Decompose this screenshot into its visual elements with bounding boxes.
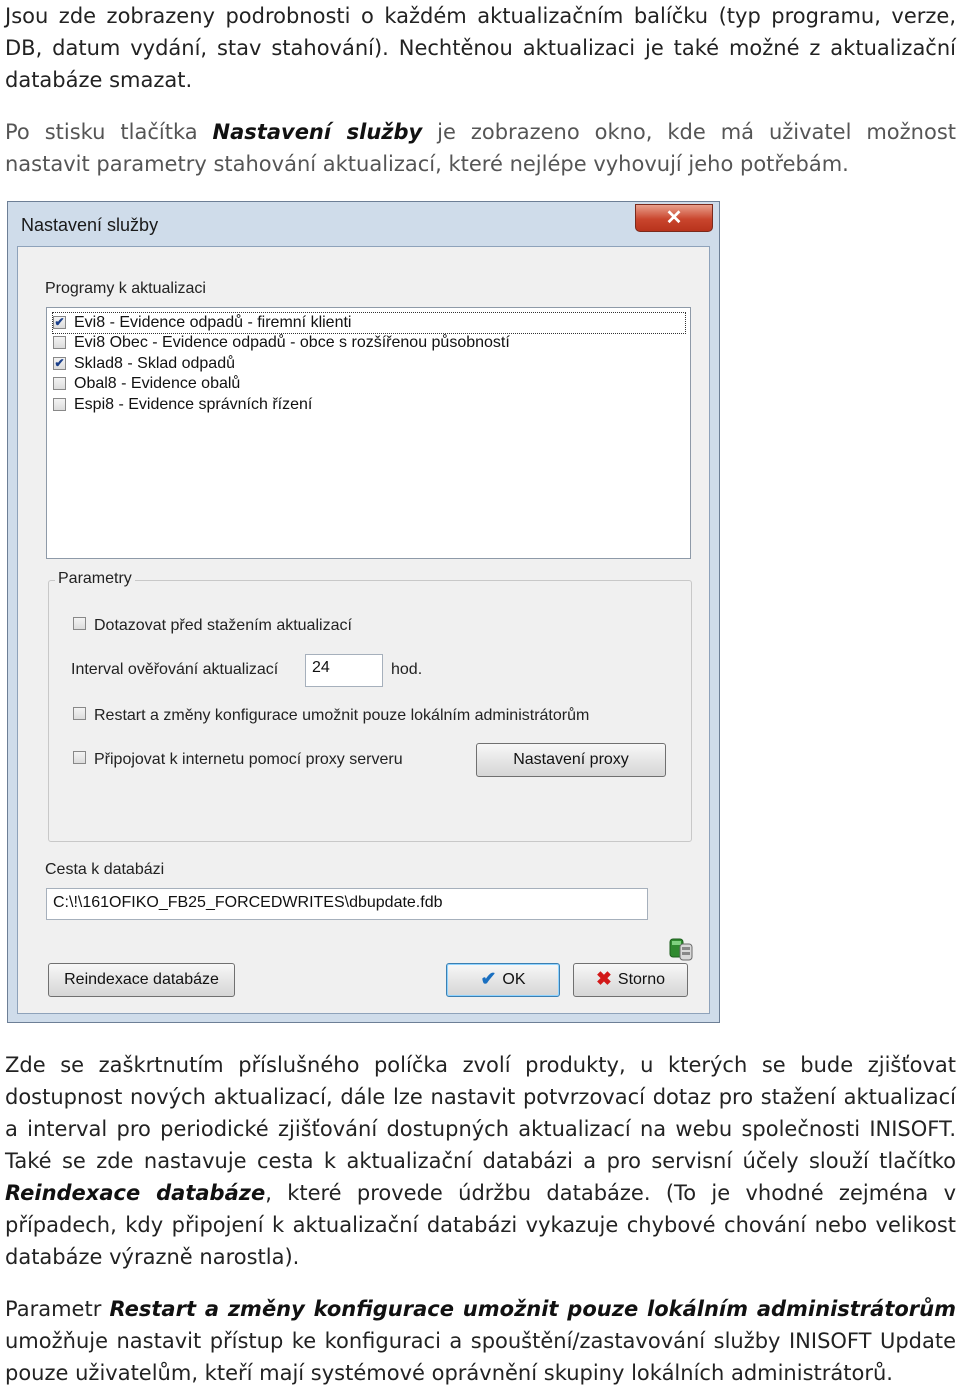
program-item-obal8[interactable] (53, 374, 685, 394)
intro-paragraph-2-start: Po stisku tlačítka (5, 120, 213, 144)
db-path-input[interactable]: C:\!\161OFIKO_FB25_FORCEDWRITES\dbupdate.fdb (46, 888, 648, 920)
programs-list[interactable] (46, 307, 691, 559)
program-checkbox-evi8-obec[interactable] (53, 336, 66, 349)
program-item-evi8[interactable] (53, 313, 685, 333)
ask-before-download-checkbox[interactable] (73, 617, 86, 630)
database-icon[interactable] (668, 935, 694, 961)
restrict-admin-checkbox[interactable] (73, 707, 86, 720)
intro-paragraph-2-end: je zobrazeno okno, kde má uživatel možnost nastavit parametry stahování aktualizací, které nejlépe vyhovují jeho potřebám. (5, 120, 956, 176)
use-proxy-label: Připojovat k internetu pomocí proxy serveru (94, 751, 403, 768)
use-proxy-checkbox[interactable] (73, 751, 86, 764)
program-label-evi8-obec: Evi8 Obec - Evidence odpadů - obce s rozšířenou působností (74, 334, 510, 351)
program-label-sklad8: Sklad8 - Sklad odpadů (74, 355, 235, 372)
cancel-label: Storno (617, 971, 666, 988)
program-label-espi8: Espi8 - Evidence správních řízení (74, 396, 313, 413)
description-start: Zde se zaškrtnutím příslušného políčka zvolí produkty, u kterých se bude zjišťovat dostupnost nových aktualizací, dále lze nastavit potvrzovací dotaz pro stažení aktualizací a interval pro periodické zjišťování dostupných aktualizací na webu společnosti INISOFT. Také se zde nastavuje cesta k aktualizační databázi a pro servisní účely slouží tlačítko (5, 1053, 956, 1173)
program-label-obal8: Obal8 - Evidence obalů (74, 375, 241, 392)
parameter-end: umožňuje nastavit přístup ke konfiguraci a spouštění/zastavování služby INISOFT Update pouze uživatelům, kteří mají systémové oprávnění skupiny lokálních administrátorů. (5, 1329, 956, 1385)
parameters-group (48, 570, 692, 842)
parameter-start: Parametr (5, 1297, 110, 1321)
program-checkbox-obal8[interactable] (53, 377, 66, 390)
use-proxy-option[interactable] (73, 751, 403, 769)
ok-button[interactable] (446, 963, 560, 997)
db-path-label: Cesta k databázi (45, 861, 165, 878)
restrict-admin-label: Restart a změny konfigurace umožnit pouze lokálním administrátorům (94, 707, 590, 724)
program-checkbox-sklad8[interactable]: ✔ (54, 356, 65, 370)
description-emphasis: Reindexace databáze (5, 1181, 266, 1205)
intro-paragraph-2-emphasis: Nastavení služby (212, 120, 423, 144)
program-label-evi8: Evi8 - Evidence odpadů - firemní klienti (74, 314, 352, 331)
proxy-settings-button[interactable]: Nastavení proxy (476, 743, 666, 777)
description-end: , které provede údržbu databáze. (To je vhodné zejména v případech, kdy připojení k aktualizační databázi vykazuje chybové chování nebo velikost databáze výrazně narostla). (5, 1181, 956, 1269)
parameter-emphasis: Restart a změny konfigurace umožnit pouze lokálním administrátorům (109, 1297, 956, 1321)
program-checkbox-evi8[interactable]: ✔ (54, 315, 65, 329)
dialog-title: Nastavení služby (21, 215, 159, 235)
program-item-evi8-obec[interactable] (53, 333, 685, 353)
cancel-x-icon: ✖ (595, 969, 612, 990)
parameter-paragraph (5, 1293, 956, 1389)
program-checkbox-espi8[interactable] (53, 398, 66, 411)
close-icon: ✕ (665, 207, 683, 229)
program-item-espi8[interactable] (53, 395, 685, 415)
checkmark-icon: ✔ (480, 969, 497, 990)
intro-paragraph-1: Jsou zde zobrazeny podrobnosti o každém aktualizačním balíčku (typ programu, verze, DB, datum vydání, stav stahování). Nechtěnou aktualizaci je také možné z aktualizační databáze smazat. (5, 4, 956, 92)
interval-label: Interval ověřování aktualizací (71, 661, 279, 678)
ask-before-download-option[interactable] (73, 617, 352, 635)
program-item-sklad8[interactable] (53, 354, 685, 374)
restrict-admin-option[interactable] (73, 707, 589, 725)
description-paragraph (5, 1049, 956, 1273)
ask-before-download-label: Dotazovat před stažením aktualizací (94, 617, 352, 634)
interval-unit: hod. (391, 661, 423, 678)
intro-paragraph-2 (5, 116, 956, 180)
interval-input[interactable]: 24 (305, 654, 383, 687)
parameters-title: Parametry (55, 570, 135, 588)
close-button[interactable] (635, 204, 713, 232)
dialog-titlebar (8, 202, 719, 246)
dialog-client-area (17, 246, 710, 1014)
service-settings-dialog (7, 201, 720, 1023)
reindex-database-button[interactable]: Reindexace databáze (48, 963, 235, 997)
cancel-button[interactable] (573, 963, 688, 997)
ok-label: OK (502, 971, 526, 988)
programs-label: Programy k aktualizaci (45, 280, 206, 297)
